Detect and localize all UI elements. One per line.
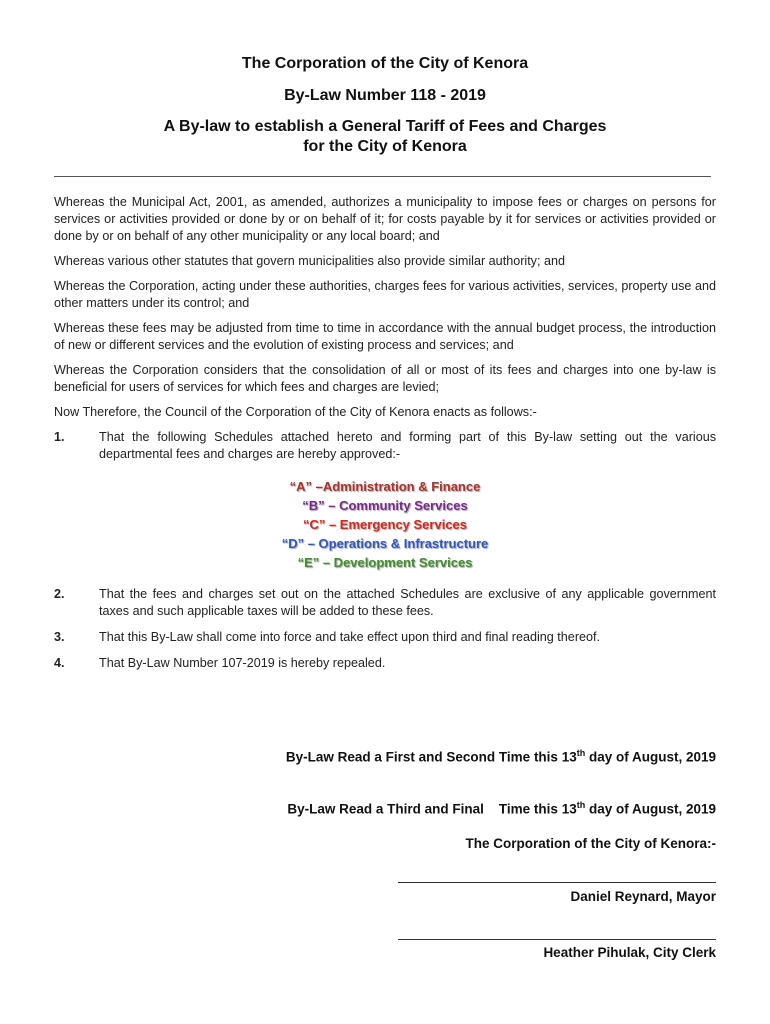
clause-3 <box>54 629 716 646</box>
clause-number: 2. <box>54 587 65 601</box>
now-therefore-paragraph: Now Therefore, the Council of the Corporation of the City of Kenora enacts as follows:- <box>54 405 537 419</box>
bylaw-number: By-Law Number 118 - 2019 <box>284 87 486 104</box>
clause-4 <box>54 655 716 672</box>
first-reading-post: day of August, 2019 <box>585 749 716 765</box>
first-reading-line <box>286 748 716 765</box>
whereas-paragraph: Whereas the Corporation, acting under these authorities, charges fees for various activities, services, property use and other matters under its control; and <box>54 279 716 310</box>
third-reading-post: day of August, 2019 <box>585 801 716 817</box>
schedule-a: “A” –Administration & Finance <box>289 479 481 494</box>
schedule-e: “E” – Development Services <box>297 555 473 570</box>
first-reading-pre: By-Law Read a First and Second Time this 13 <box>285 749 577 765</box>
clause-2 <box>54 586 716 620</box>
whereas-paragraph: Whereas the Municipal Act, 2001, as amended, authorizes a municipality to impose fees or charges on persons for services or activities provided or done by or on behalf of it; for costs payable by it for services or activities provided or done by or on behalf of any other municipality or any local board; and <box>54 195 716 243</box>
bylaw-title-line1: A By-law to establish a General Tariff of Fees and Charges <box>163 118 607 135</box>
whereas-paragraph: Whereas these fees may be adjusted from time to time in accordance with the annual budget process, the introduction of new or different services and the evolution of existing process and services; and <box>54 321 716 352</box>
whereas-paragraph: Whereas the Corporation considers that the consolidation of all or most of its fees and charges into one by-law is beneficial for users of services for which fees and charges are levied; <box>54 363 716 394</box>
clause-text: That the following Schedules attached hereto and forming part of this By-law setting out the various departmental fees and charges are hereby approved:- <box>99 430 716 461</box>
third-reading-sup: th <box>576 800 586 810</box>
clause-number: 4. <box>54 656 65 670</box>
clause-text: That this By-Law shall come into force and take effect upon third and final reading thereof. <box>99 630 601 644</box>
bylaw-title-line2: for the City of Kenora <box>303 138 467 155</box>
document-body <box>54 194 716 681</box>
document-header <box>0 54 770 157</box>
schedule-d: “D” – Operations & Infrastructure <box>281 536 489 551</box>
clerk-name: Heather Pihulak, City Clerk <box>543 945 716 960</box>
corporation-title: The Corporation of the City of Kenora <box>241 55 529 72</box>
first-reading-sup: th <box>576 748 586 758</box>
clause-text: That the fees and charges set out on the attached Schedules are exclusive of any applicable government taxes and such applicable taxes will be added to these fees. <box>99 587 716 618</box>
schedule-list <box>54 477 716 572</box>
whereas-paragraph: Whereas various other statutes that govern municipalities also provide similar authority; and <box>54 254 565 268</box>
clerk-signature-line <box>398 939 716 940</box>
clause-number: 3. <box>54 630 65 644</box>
clause-number: 1. <box>54 430 65 444</box>
clause-1 <box>54 429 716 463</box>
schedule-c: “C” – Emergency Services <box>302 517 468 532</box>
header-divider <box>54 176 711 177</box>
third-reading-pre: By-Law Read a Third and Final Time this 13 <box>287 801 577 817</box>
third-reading-line <box>272 785 716 832</box>
clause-text: That By-Law Number 107-2019 is hereby repealed. <box>99 656 386 670</box>
corporation-signature-heading: The Corporation of the City of Kenora:- <box>465 836 716 851</box>
mayor-signature-line <box>398 882 716 883</box>
mayor-name: Daniel Reynard, Mayor <box>570 889 716 904</box>
schedule-b: “B” – Community Services <box>302 498 468 513</box>
